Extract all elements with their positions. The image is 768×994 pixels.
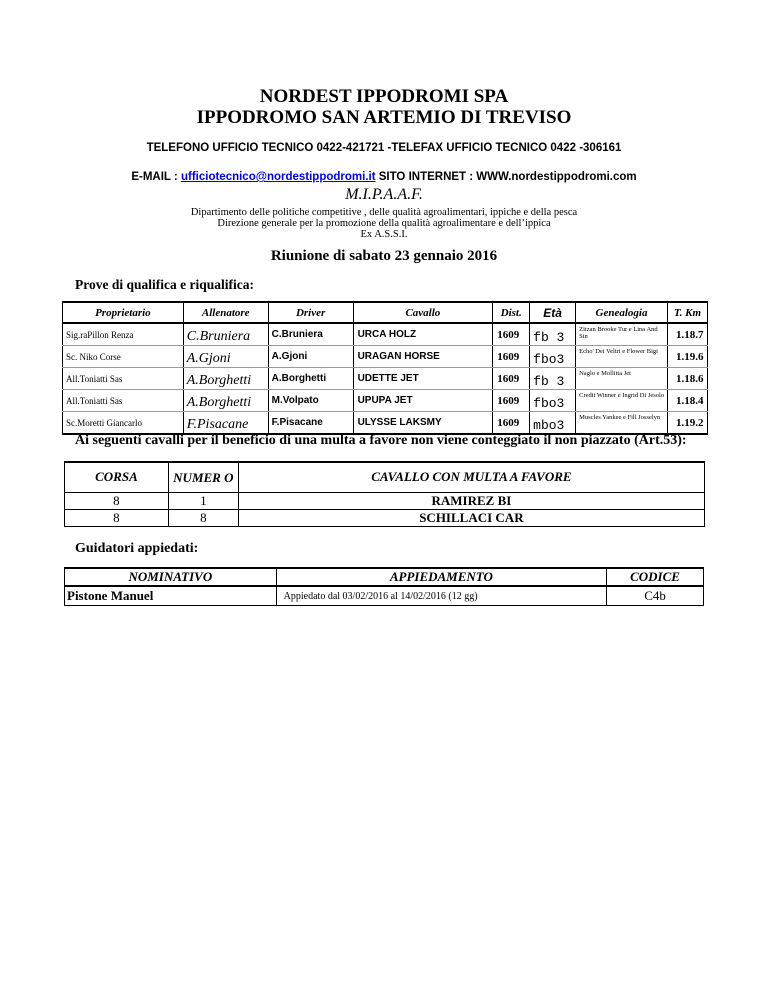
cell-dist: 1609 <box>493 412 530 435</box>
cell-genealogia: Credit Winner e Ingrid Di Jesolo <box>576 390 668 412</box>
cell-genealogia: Echo' Dei Veltri e Flower Bigi <box>576 346 668 368</box>
col-appiedamento: APPIEDAMENTO <box>276 568 606 586</box>
cell-allenatore: A.Borghetti <box>183 390 268 412</box>
contact-line <box>0 171 768 183</box>
col-tkm: T. Km <box>667 302 707 323</box>
appiedati-heading: Guidatori appiedati: <box>75 541 199 556</box>
col-eta: Età <box>530 302 576 323</box>
col-driver: Driver <box>268 302 353 323</box>
ministry-title: M.I.P.A.A.F. <box>345 186 423 203</box>
dept-line-3: Ex A.S.S.I. <box>360 229 408 240</box>
cell-proprietario: Sc.Moretti Giancarlo <box>63 412 184 435</box>
cell-tkm: 1.18.7 <box>667 323 707 346</box>
cell-cavallo: SCHILLACI CAR <box>238 509 704 526</box>
cell-corsa: 8 <box>65 509 169 526</box>
cell-genealogia: Muscles Yankee e Fill Josselyn <box>576 412 668 435</box>
col-cavallo-multa: CAVALLO CON MULTA A FAVORE <box>238 462 704 492</box>
cell-eta: fb 3 <box>530 368 576 390</box>
cell-cavallo: RAMIREZ BI <box>238 492 704 509</box>
appiedati-table <box>64 567 704 606</box>
col-dist: Dist. <box>493 302 530 323</box>
cell-tkm: 1.18.6 <box>667 368 707 390</box>
company-name: NORDEST IPPODROMI SPA <box>259 86 509 107</box>
col-codice: CODICE <box>607 568 704 586</box>
table-row <box>63 390 708 412</box>
dept-line-2: Direzione generale per la promozione della qualità agroalimentare e dell’ippica <box>217 218 551 229</box>
cell-cavallo: ULYSSE LAKSMY <box>353 412 493 435</box>
cell-cavallo: URCA HOLZ <box>353 323 493 346</box>
cell-eta: mbo3 <box>530 412 576 435</box>
cell-cavallo: UPUPA JET <box>353 390 493 412</box>
cell-proprietario: All.Toniatti Sas <box>63 390 184 412</box>
site-text: SITO INTERNET : WWW.nordestippodromi.com <box>375 171 637 183</box>
col-allenatore: Allenatore <box>183 302 268 323</box>
qualifiche-header-row <box>63 302 708 323</box>
table-row <box>63 368 708 390</box>
cell-numero: 1 <box>168 492 238 509</box>
cell-dist: 1609 <box>493 323 530 346</box>
email-link[interactable]: ufficiotecnico@nordestippodromi.it <box>180 171 376 183</box>
cell-genealogia: Naglo e Mollitta Jet <box>576 368 668 390</box>
table-row <box>65 509 705 526</box>
table-row <box>63 323 708 346</box>
cell-allenatore: F.Pisacane <box>183 412 268 435</box>
cell-appiedamento: Appiedato dal 03/02/2016 al 14/02/2016 (12 gg) <box>276 586 606 606</box>
venue-name: IPPODROMO SAN ARTEMIO DI TREVISO <box>196 107 572 128</box>
cell-proprietario: Sig.raPillon Renza <box>63 323 184 346</box>
cell-proprietario: All.Toniatti Sas <box>63 368 184 390</box>
cell-proprietario: Sc. Niko Corse <box>63 346 184 368</box>
multa-heading: Ai seguenti cavalli per il beneficio di una multa a favore non viene conteggiato il non piazzato (Art.53): <box>75 433 687 448</box>
cell-dist: 1609 <box>493 368 530 390</box>
cell-dist: 1609 <box>493 390 530 412</box>
cell-eta: fbo3 <box>530 346 576 368</box>
qualifiche-table <box>62 301 708 435</box>
col-corsa: CORSA <box>65 462 169 492</box>
cell-eta: fbo3 <box>530 390 576 412</box>
col-cavallo: Cavallo <box>353 302 493 323</box>
cell-allenatore: A.Borghetti <box>183 368 268 390</box>
multa-table <box>64 461 705 527</box>
cell-driver: C.Bruniera <box>268 323 353 346</box>
cell-eta: fb 3 <box>530 323 576 346</box>
phone-line: TELEFONO UFFICIO TECNICO 0422-421721 -TELEFAX UFFICIO TECNICO 0422 -306161 <box>146 142 622 154</box>
cell-cavallo: UDETTE JET <box>353 368 493 390</box>
cell-driver: M.Volpato <box>268 390 353 412</box>
cell-corsa: 8 <box>65 492 169 509</box>
cell-driver: A.Gjoni <box>268 346 353 368</box>
col-numero: NUMER O <box>168 462 238 492</box>
email-label: E-MAIL : <box>131 171 181 183</box>
cell-codice: C4b <box>607 586 704 606</box>
col-proprietario: Proprietario <box>63 302 184 323</box>
cell-tkm: 1.18.4 <box>667 390 707 412</box>
cell-numero: 8 <box>168 509 238 526</box>
cell-cavallo: URAGAN HORSE <box>353 346 493 368</box>
dept-line-1: Dipartimento delle politiche competitive , delle qualità agroalimentari, ippiche e della pesca <box>190 207 578 218</box>
appiedati-header-row <box>65 568 704 586</box>
cell-tkm: 1.19.6 <box>667 346 707 368</box>
col-genealogia: Genealogia <box>576 302 668 323</box>
cell-allenatore: C.Bruniera <box>183 323 268 346</box>
multa-header-row <box>65 462 705 492</box>
col-nominativo: NOMINATIVO <box>65 568 277 586</box>
qualifiche-heading: Prove di qualifica e riqualifica: <box>75 277 254 292</box>
cell-tkm: 1.19.2 <box>667 412 707 435</box>
cell-driver: A.Borghetti <box>268 368 353 390</box>
meeting-title: Riunione di sabato 23 gennaio 2016 <box>270 248 498 264</box>
table-row <box>63 346 708 368</box>
table-row <box>63 412 708 435</box>
cell-nominativo: Pistone Manuel <box>65 586 277 606</box>
cell-dist: 1609 <box>493 346 530 368</box>
table-row <box>65 586 704 606</box>
table-row <box>65 492 705 509</box>
cell-driver: F.Pisacane <box>268 412 353 435</box>
cell-allenatore: A.Gjoni <box>183 346 268 368</box>
cell-genealogia: Zitzan Brooke Tur e Lina And Sin <box>576 323 668 346</box>
